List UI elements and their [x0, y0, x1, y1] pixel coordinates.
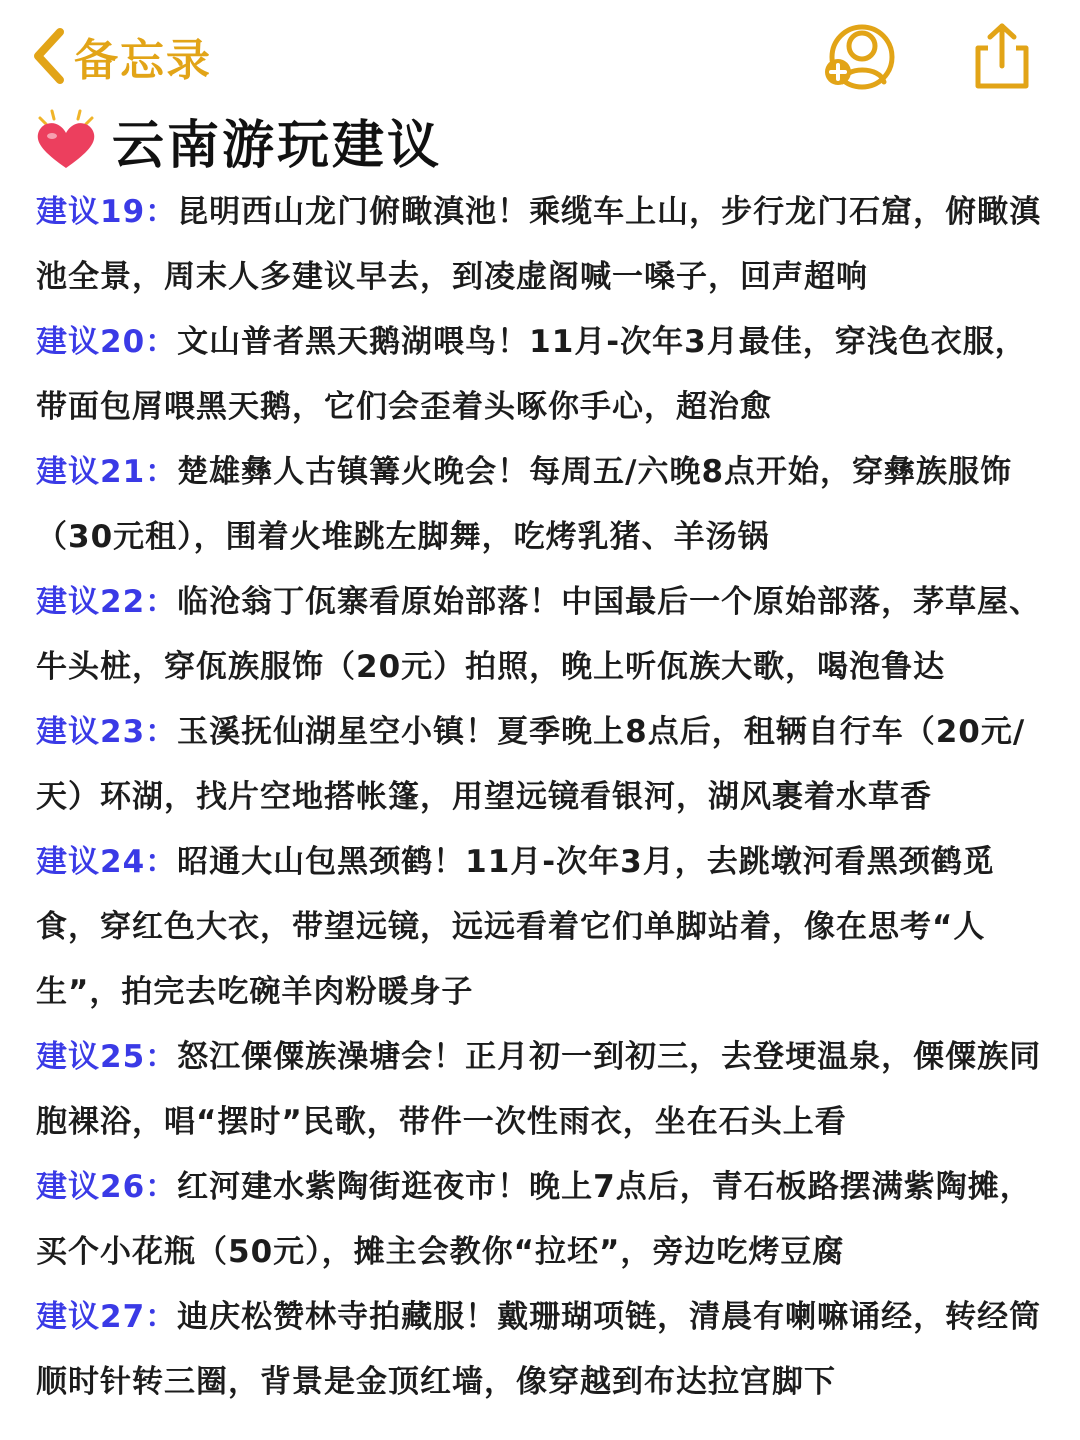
- share-button[interactable]: [962, 22, 1042, 92]
- entry-tag: 建议19：: [36, 194, 178, 230]
- back-label: 备忘录: [74, 35, 212, 86]
- collaborate-button[interactable]: [820, 22, 900, 92]
- list-item: [36, 310, 1056, 440]
- entry-tag: 建议24：: [36, 844, 178, 880]
- entry-tag: 建议25：: [36, 1039, 178, 1075]
- navigation-bar: [0, 0, 1080, 108]
- heart-icon: [32, 108, 100, 172]
- entry-text: 昆明西山龙门俯瞰滇池！乘缆车上山，步行龙门石窟，俯瞰滇池全景，周末人多建议早去，到凌虚阁喊一嗓子，回声超响: [36, 194, 1042, 295]
- list-item: [36, 180, 1056, 310]
- list-item: [36, 570, 1056, 700]
- note-body[interactable]: [36, 180, 1056, 1415]
- list-item: [36, 1025, 1056, 1155]
- list-item: [36, 440, 1056, 570]
- entry-text: 临沧翁丁佤寨看原始部落！中国最后一个原始部落，茅草屋、牛头桩，穿佤族服饰（20元）拍照，晚上听佤族大歌，喝泡鲁达: [36, 584, 1042, 685]
- entry-text: 昭通大山包黑颈鹤！11月-次年3月，去跳墩河看黑颈鹤觅食，穿红色大衣，带望远镜，远远看着它们单脚站着，像在思考“人生”，拍完去吃碗羊肉粉暖身子: [36, 844, 995, 1010]
- entry-text: 玉溪抚仙湖星空小镇！夏季晚上8点后，租辆自行车（20元/天）环湖，找片空地搭帐篷，用望远镜看银河，湖风裹着水草香: [36, 714, 1026, 815]
- entry-tag: 建议20：: [36, 324, 178, 360]
- entry-tag: 建议26：: [36, 1169, 178, 1205]
- list-item: [36, 700, 1056, 830]
- list-item: [36, 1285, 1056, 1415]
- note-title: 云南游玩建议: [112, 115, 443, 176]
- entry-tag: 建议22：: [36, 584, 178, 620]
- entry-text: 迪庆松赞林寺拍藏服！戴珊瑚项链，清晨有喇嘛诵经，转经筒顺时针转三圈，背景是金顶红墙，像穿越到布达拉宫脚下: [36, 1299, 1042, 1400]
- share-icon: [962, 22, 1042, 92]
- entry-tag: 建议21：: [36, 454, 178, 490]
- entry-text: 楚雄彝人古镇篝火晚会！每周五/六晚8点开始，穿彝族服饰（30元租），围着火堆跳左脚舞，吃烤乳猪、羊汤锅: [36, 454, 1013, 555]
- entry-tag: 建议23：: [36, 714, 178, 750]
- entry-text: 怒江傈僳族澡塘会！正月初一到初三，去登埂温泉，傈僳族同胞裸浴，唱“摆时”民歌，带件一次性雨衣，坐在石头上看: [36, 1039, 1042, 1140]
- note-title-row: [32, 104, 442, 176]
- entry-text: 文山普者黑天鹅湖喂鸟！11月-次年3月最佳，穿浅色衣服，带面包屑喂黑天鹅，它们会歪着头啄你手心，超治愈: [36, 324, 1027, 425]
- list-item: [36, 830, 1056, 1025]
- list-item: [36, 1155, 1056, 1285]
- back-button[interactable]: [28, 24, 212, 88]
- entry-tag: 建议27：: [36, 1299, 178, 1335]
- chevron-left-icon: [28, 24, 68, 88]
- entry-text: 红河建水紫陶街逛夜市！晚上7点后，青石板路摆满紫陶摊，买个小花瓶（50元），摊主会教你“拉坯”，旁边吃烤豆腐: [36, 1169, 1032, 1270]
- add-person-icon: [820, 22, 900, 92]
